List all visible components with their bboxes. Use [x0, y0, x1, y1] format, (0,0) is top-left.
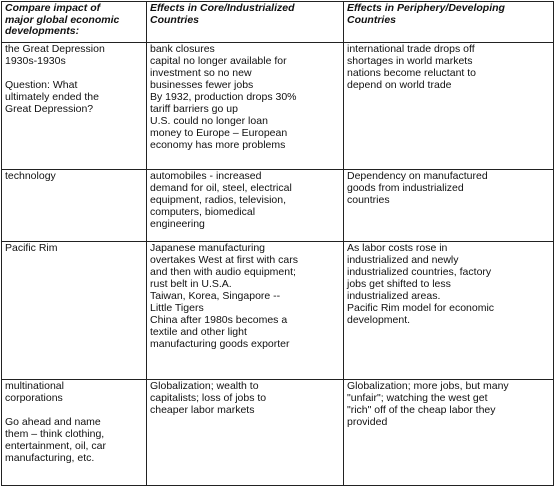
cell-line: Little Tigers [150, 302, 204, 314]
cell-line: nations become reluctant to [347, 67, 476, 79]
cell-line: money to Europe – European [150, 127, 288, 139]
cell-line: U.S. could no longer loan [150, 115, 268, 127]
development-cell [2, 170, 147, 242]
core-effects-cell [147, 170, 344, 242]
cell-line: international trade drops off [347, 43, 475, 55]
header-line: developments: [5, 25, 80, 37]
cell-line: jobs get shifted to less [347, 278, 451, 290]
question-line: Question: What [5, 79, 78, 91]
cell-line: "rich" off of the cheap labor they [347, 404, 496, 416]
cell-line: corporations [5, 392, 63, 404]
header-line: Compare impact of [5, 2, 101, 14]
cell-line: shortages in world markets [347, 55, 473, 67]
cell-line: and then with audio equipment; [150, 266, 296, 278]
cell-line: Pacific Rim [5, 242, 58, 254]
cell-line: manufacturing goods exporter [150, 338, 290, 350]
cell-line: automobiles - increased [150, 170, 262, 182]
cell-line: countries [347, 194, 390, 206]
cell-line: Dependency on manufactured [347, 170, 488, 182]
development-cell [2, 380, 147, 486]
core-effects-cell [147, 242, 344, 380]
cell-line: tariff barriers go up [150, 103, 238, 115]
cell-line: the Great Depression [5, 43, 105, 55]
periphery-effects-cell [344, 43, 554, 170]
cell-line: Globalization; more jobs, but many [347, 380, 509, 392]
cell-line: computers, biomedical [150, 206, 256, 218]
periphery-effects-cell [344, 380, 554, 486]
cell-line: bank closures [150, 43, 215, 55]
table-header-row [2, 2, 554, 43]
cell-line: 1930s-1930s [5, 55, 66, 67]
cell-line: industrialized and newly [347, 254, 459, 266]
cell-line: provided [347, 416, 388, 428]
cell-line: economy has more problems [150, 139, 286, 151]
cell-line: equipment, radios, television, [150, 194, 286, 206]
periphery-effects-cell [344, 242, 554, 380]
header-periphery-effects [344, 2, 554, 43]
header-line: Effects in Periphery/Developing [347, 2, 505, 14]
cell-line: goods from industrialized [347, 182, 464, 194]
cell-line: overtakes West at first with cars [150, 254, 299, 266]
note-line: entertainment, oil, car [5, 440, 106, 452]
cell-line: development. [347, 314, 411, 326]
cell-line: technology [5, 170, 56, 182]
economic-developments-table [1, 1, 554, 486]
development-cell [2, 242, 147, 380]
table-row [2, 242, 554, 380]
cell-line: By 1932, production drops 30% [150, 91, 297, 103]
header-line: Effects in Core/Industrialized [150, 2, 295, 14]
periphery-effects-cell [344, 170, 554, 242]
header-line: major global economic [5, 13, 120, 26]
cell-line: "unfair"; watching the west get [347, 392, 488, 404]
cell-line: As labor costs rose in [347, 242, 448, 254]
core-effects-cell [147, 380, 344, 486]
cell-line: cheaper labor markets [150, 404, 255, 416]
header-core-effects [147, 2, 344, 43]
cell-line: Globalization; wealth to [150, 380, 259, 392]
cell-line: depend on world trade [347, 79, 452, 91]
question-line: Great Depression? [5, 103, 94, 115]
cell-line: Pacific Rim model for economic [347, 302, 495, 314]
header-compare-impact [2, 2, 147, 43]
cell-line: engineering [150, 218, 205, 230]
question-line: ultimately ended the [5, 91, 99, 103]
header-line: Countries [347, 13, 397, 26]
core-effects-cell [147, 43, 344, 170]
cell-line: China after 1980s becomes a [150, 314, 288, 326]
cell-line: investment so no new [150, 67, 252, 79]
cell-line: Taiwan, Korea, Singapore -- [150, 290, 281, 302]
table-row [2, 170, 554, 242]
cell-line: textile and other light [150, 326, 247, 338]
development-cell [2, 43, 147, 170]
table-row [2, 380, 554, 486]
cell-line: multinational [5, 380, 64, 392]
note-line: manufacturing, etc. [5, 452, 95, 464]
header-line: Countries [150, 13, 200, 26]
note-line: Go ahead and name [5, 416, 101, 428]
cell-line: capitalists; loss of jobs to [150, 392, 267, 404]
cell-line: capital no longer available for [150, 55, 287, 67]
cell-line: rust belt in U.S.A. [150, 278, 232, 290]
cell-line: industrialized areas. [347, 290, 441, 302]
cell-line: demand for oil, steel, electrical [150, 182, 292, 194]
table-row [2, 43, 554, 170]
cell-line: Japanese manufacturing [150, 242, 265, 254]
cell-line: industrialized countries, factory [347, 266, 492, 278]
note-line: them – think clothing, [5, 428, 105, 440]
cell-line: businesses fewer jobs [150, 79, 254, 91]
